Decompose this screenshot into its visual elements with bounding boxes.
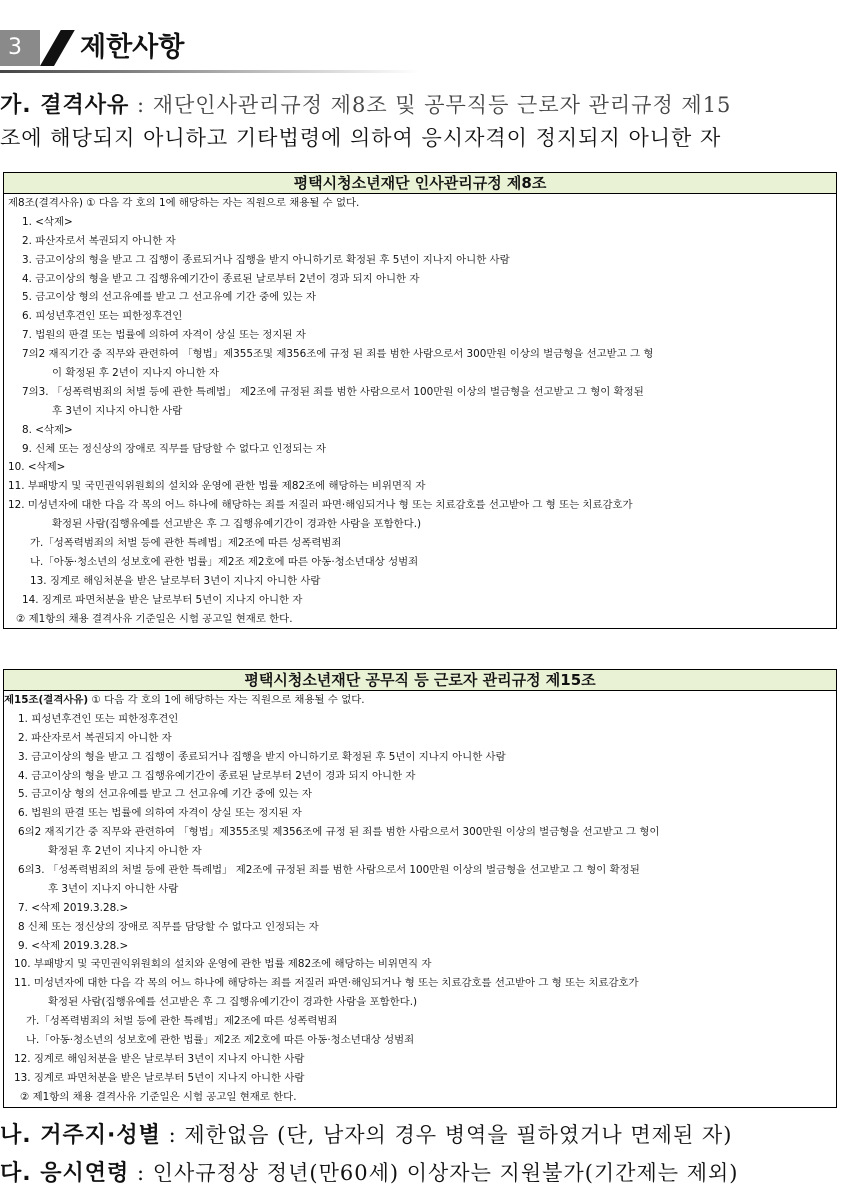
para-na-label: 나. 거주지·성별 — [0, 1123, 161, 1148]
list-item: 3. 금고이상의 형을 받고 그 집행이 종료되거나 집행을 받지 아니하기로 확정된 후 5년이 지나지 아니한 사람 — [22, 253, 510, 266]
para-da — [0, 1156, 841, 1187]
list-item: 확정된 후 2년이 지나지 아니한 자 — [48, 845, 202, 858]
list-item: 2. 파산자로서 복권되지 아니한 자 — [22, 234, 176, 247]
list-item: 6. 법원의 판결 또는 법률에 의하여 자격이 상실 또는 정지된 자 — [18, 807, 302, 820]
list-item: 가.「성폭력범죄의 처벌 등에 관한 특례법」제2조에 따른 성폭력범죄 — [26, 1015, 338, 1028]
list-item: 13. 징계로 해임처분을 받은 날로부터 3년이 지나지 아니한 사람 — [30, 574, 321, 587]
regulation-box-2-body — [4, 691, 836, 1107]
list-item: 3. 금고이상의 형을 받고 그 집행이 종료되거나 집행을 받지 아니하기로 확정된 후 5년이 지나지 아니한 사람 — [18, 750, 506, 763]
header-stripe-icon — [40, 30, 75, 66]
list-item: 1. 피성년후견인 또는 피한정후견인 — [18, 712, 179, 725]
section-header — [0, 22, 560, 72]
regulation-box-2-title: 평택시청소년재단 공무직 등 근로자 관리규정 제15조 — [4, 670, 836, 691]
para-da-label: 다. 응시연령 — [0, 1161, 130, 1186]
list-item: 가.「성폭력범죄의 처벌 등에 관한 특례법」제2조에 따른 성폭력범죄 — [30, 537, 342, 550]
list-item: 5. 금고이상 형의 선고유예를 받고 그 선고유예 기간 중에 있는 자 — [22, 291, 316, 304]
list-item: 제8조(결격사유) ① 다음 각 호의 1에 해당하는 자는 직원으로 채용될 수 없다. — [8, 197, 360, 209]
para-ga-line1 — [0, 88, 841, 119]
list-item: 12. 징계로 해임처분을 받은 날로부터 3년이 지나지 아니한 사람 — [14, 1052, 305, 1065]
para-ga-label: 가. 결격사유 — [0, 93, 130, 118]
header-underline — [0, 70, 420, 73]
list-item: 7의3. 「성폭력범죄의 처벌 등에 관한 특례법」 제2조에 규정된 죄를 범한 사람으로서 100만원 이상의 벌금형을 선고받고 그 형이 확정된 — [22, 385, 644, 398]
section-number: 3 — [0, 30, 40, 66]
list-item: 7. <삭제 2019.3.28.> — [18, 901, 129, 914]
list-item: 7의2 재직기간 중 직무와 관련하여 「형법」제355조및 제356조에 규정 된 죄를 범한 사람으로서 300만원 이상의 벌금형을 선고받고 그 형 — [22, 348, 654, 361]
list-item — [4, 691, 836, 710]
para-na-text: : 제한없음 (단, 남자의 경우 병역을 필하였거나 면제된 자) — [160, 1123, 733, 1147]
list-item: 2. 파산자로서 복권되지 아니한 자 — [18, 731, 172, 744]
list-item: 11. 미성년자에 대한 다음 각 목의 어느 하나에 해당하는 죄를 저질러 파면·해임되거나 형 또는 치료감호를 선고받아 그 형 또는 치료감호가 — [14, 977, 639, 990]
list-item: 6의3. 「성폭력범죄의 처벌 등에 관한 특례법」 제2조에 규정된 죄를 범한 사람으로서 100만원 이상의 벌금형을 선고받고 그 형이 확정된 — [18, 864, 640, 877]
list-item: 13. 징계로 파면처분을 받은 날로부터 5년이 지나지 아니한 사람 — [14, 1071, 305, 1084]
para-ga-text1: : 재단인사관리규정 제8조 및 공무직등 근로자 관리규정 제15 — [129, 93, 732, 117]
list-item: 8 신체 또는 정신상의 장애로 직무를 담당할 수 없다고 인정되는 자 — [18, 920, 319, 933]
regulation-box-1-body — [4, 194, 836, 628]
list-item: 확정된 사람(집행유예를 선고받은 후 그 집행유예기간이 경과한 사람을 포함한다.) — [52, 518, 422, 531]
regulation-box-1 — [3, 172, 837, 629]
list-item: 후 3년이 지나지 아니한 사람 — [48, 882, 179, 895]
list-item: 7. 법원의 판결 또는 법률에 의하여 자격이 상실 또는 정지된 자 — [22, 329, 306, 342]
list-item: 10. 부패방지 및 국민권익위원회의 설치와 운영에 관한 법률 제82조에 해당하는 비위면직 자 — [14, 958, 432, 971]
regulation-box-1-title: 평택시청소년재단 인사관리규정 제8조 — [4, 173, 836, 194]
list-item: 나.「아동·청소년의 성보호에 관한 법률」제2조 제2호에 따른 아동·청소년대상 성범죄 — [30, 555, 419, 568]
list-item: 나.「아동·청소년의 성보호에 관한 법률」제2조 제2호에 따른 아동·청소년대상 성범죄 — [26, 1034, 415, 1047]
regulation-box-2 — [3, 669, 837, 1108]
section-title: 제한사항 — [80, 32, 185, 63]
list-item: 후 3년이 지나지 아니한 사람 — [52, 404, 183, 417]
article-label: 제15조(결격사유) — [4, 694, 89, 706]
list-item: 14. 징계로 파면처분을 받은 날로부터 5년이 지나지 아니한 자 — [22, 593, 303, 606]
list-item: ② 제1항의 채용 결격사유 기준일은 시험 공고일 현재로 한다. — [20, 1090, 297, 1103]
para-ga-line2: 조에 해당되지 아니하고 기타법령에 의하여 응시자격이 정지되지 아니한 자 — [0, 126, 722, 150]
list-item: 4. 금고이상의 형을 받고 그 집행유예기간이 종료된 날로부터 2년이 경과 되지 아니한 자 — [18, 769, 416, 782]
list-item: 1. <삭제> — [22, 215, 73, 228]
list-item: 12. 미성년자에 대한 다음 각 목의 어느 하나에 해당하는 죄를 저질러 파면·해임되거나 형 또는 치료감호를 선고받아 그 형 또는 치료감호가 — [8, 499, 633, 512]
list-item: 6. 피성년후견인 또는 피한정후견인 — [22, 310, 183, 323]
list-item: 8. <삭제> — [22, 423, 73, 436]
list-item: 9. 신체 또는 정신상의 장애로 직무를 담당할 수 없다고 인정되는 자 — [22, 442, 326, 455]
article-intro: ① 다음 각 호의 1에 해당하는 자는 직원으로 채용될 수 없다. — [88, 694, 365, 706]
list-item: 4. 금고이상의 형을 받고 그 집행유예기간이 종료된 날로부터 2년이 경과 되지 아니한 자 — [22, 272, 420, 285]
list-item: 9. <삭제 2019.3.28.> — [18, 939, 129, 952]
list-item: ② 제1항의 채용 결격사유 기준일은 시험 공고일 현재로 한다. — [16, 612, 293, 625]
list-item: 10. <삭제> — [8, 461, 66, 474]
para-da-text: : 인사규정상 정년(만60세) 이상자는 지원불가(기간제는 제외) — [129, 1161, 739, 1185]
list-item: 확정된 사람(집행유예를 선고받은 후 그 집행유예기간이 경과한 사람을 포함한다.) — [48, 996, 418, 1009]
list-item: 11. 부패방지 및 국민권익위원회의 설치와 운영에 관한 법률 제82조에 해당하는 비위면직 자 — [8, 480, 426, 493]
list-item: 5. 금고이상 형의 선고유예를 받고 그 선고유예 기간 중에 있는 자 — [18, 788, 312, 801]
para-na — [0, 1118, 841, 1149]
list-item: 이 확정된 후 2년이 지나지 아니한 자 — [52, 367, 219, 380]
list-item: 6의2 재직기간 중 직무와 관련하여 「형법」제355조및 제356조에 규정 된 죄를 범한 사람으로서 300만원 이상의 벌금형을 선고받고 그 형이 — [18, 826, 660, 839]
